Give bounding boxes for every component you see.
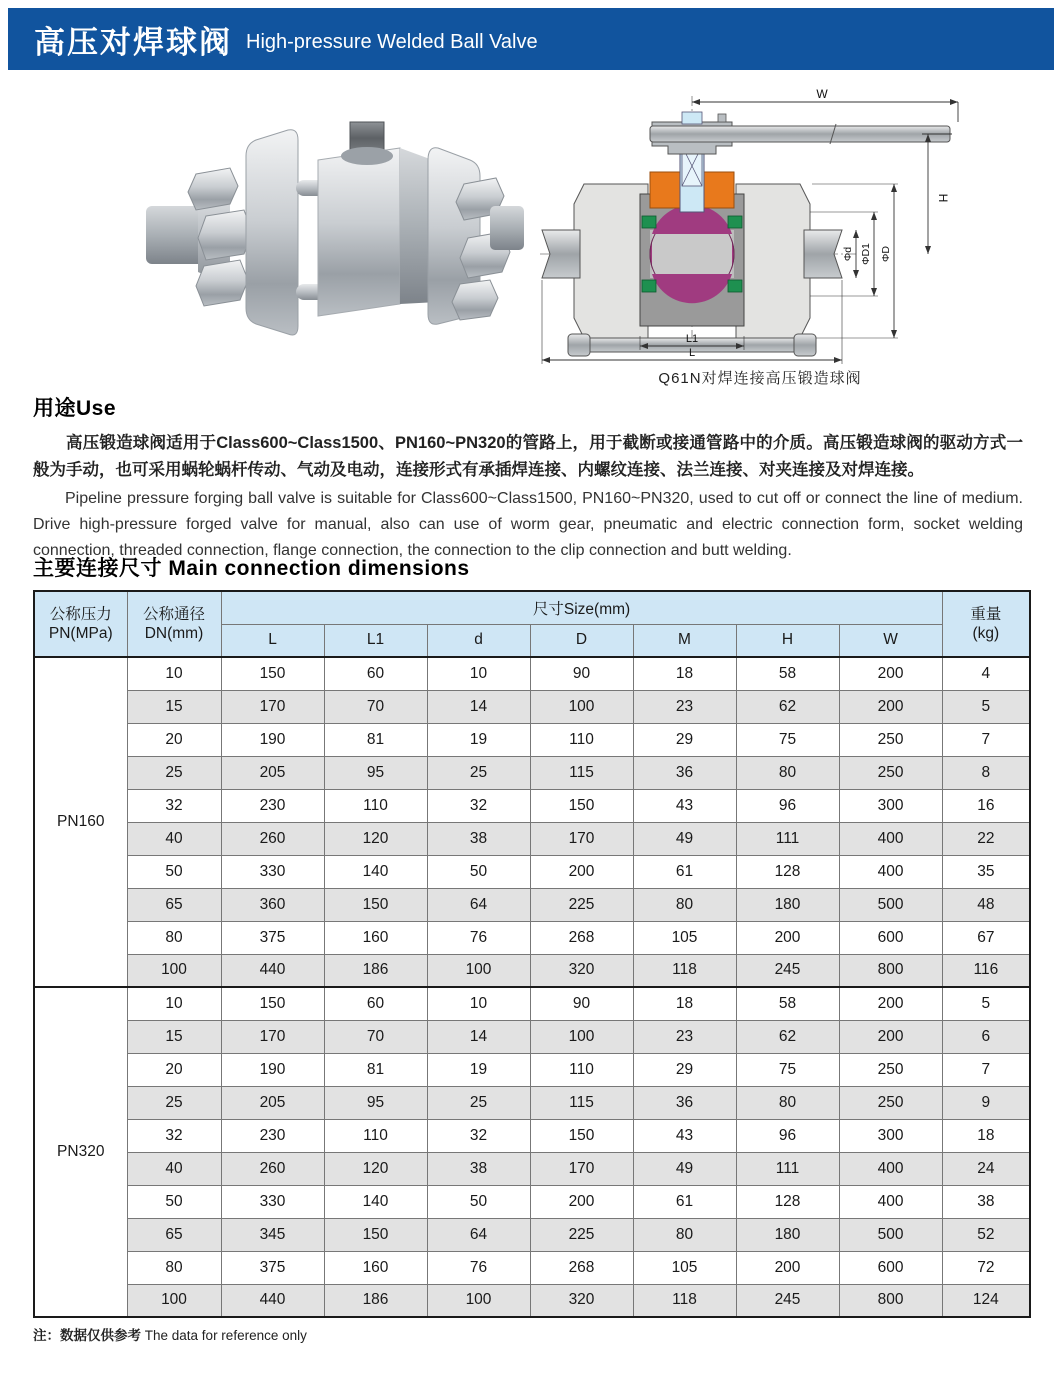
table-row — [34, 1185, 1030, 1218]
table-row — [34, 1152, 1030, 1185]
dimension-value-cell: 320 — [530, 954, 633, 987]
dimension-value-cell: 180 — [736, 888, 839, 921]
table-row — [34, 1218, 1030, 1251]
dimension-value-cell: 170 — [530, 1152, 633, 1185]
dimension-value-cell: 225 — [530, 888, 633, 921]
dimension-value-cell: 4 — [942, 657, 1030, 690]
dimension-value-cell: 205 — [221, 1086, 324, 1119]
table-row — [34, 987, 1030, 1020]
dimension-value-cell: 300 — [839, 789, 942, 822]
dimension-value-cell: 23 — [633, 690, 736, 723]
dimension-value-cell: 18 — [942, 1119, 1030, 1152]
dimension-value-cell: 58 — [736, 987, 839, 1020]
dimension-value-cell: 22 — [942, 822, 1030, 855]
dimension-value-cell: 400 — [839, 1185, 942, 1218]
dimension-value-cell: 61 — [633, 1185, 736, 1218]
dimension-value-cell: 180 — [736, 1218, 839, 1251]
page-title-en: High-pressure Welded Ball Valve — [246, 30, 538, 53]
dimension-value-cell: 115 — [530, 1086, 633, 1119]
valve-photo — [138, 88, 530, 376]
page-title-bar — [8, 8, 1054, 70]
dimension-value-cell: 140 — [324, 855, 427, 888]
dimension-value-cell: 300 — [839, 1119, 942, 1152]
dimension-value-cell: 10 — [427, 987, 530, 1020]
col-header-d: d — [427, 624, 530, 657]
dimension-value-cell: 400 — [839, 1152, 942, 1185]
dimension-value-cell: 260 — [221, 1152, 324, 1185]
dimensions-heading: 主要连接尺寸 Main connection dimensions — [33, 557, 470, 580]
dimension-value-cell: 9 — [942, 1086, 1030, 1119]
dimension-value-cell: 200 — [736, 1251, 839, 1284]
dimension-value-cell: 96 — [736, 1119, 839, 1152]
dimension-value-cell: 200 — [530, 1185, 633, 1218]
dn-value-cell: 50 — [127, 855, 221, 888]
dimension-value-cell: 60 — [324, 657, 427, 690]
dimension-value-cell: 105 — [633, 1251, 736, 1284]
dimension-value-cell: 600 — [839, 921, 942, 954]
dimension-value-cell: 500 — [839, 888, 942, 921]
footnote — [33, 1324, 1023, 1344]
dimension-value-cell: 268 — [530, 1251, 633, 1284]
dimension-value-cell: 100 — [427, 1284, 530, 1317]
dimension-value-cell: 75 — [736, 1053, 839, 1086]
dimension-value-cell: 90 — [530, 987, 633, 1020]
dimension-value-cell: 50 — [427, 1185, 530, 1218]
dimension-value-cell: 225 — [530, 1218, 633, 1251]
dimension-value-cell: 81 — [324, 1053, 427, 1086]
table-row — [34, 690, 1030, 723]
dimension-value-cell: 110 — [530, 1053, 633, 1086]
dimension-value-cell: 95 — [324, 1086, 427, 1119]
dimension-value-cell: 23 — [633, 1020, 736, 1053]
dimension-value-cell: 128 — [736, 1185, 839, 1218]
dimension-value-cell: 111 — [736, 1152, 839, 1185]
dimension-value-cell: 250 — [839, 1053, 942, 1086]
dimension-value-cell: 250 — [839, 756, 942, 789]
use-heading: 用途Use — [33, 397, 117, 420]
col-header-w: W — [839, 624, 942, 657]
dimension-value-cell: 72 — [942, 1251, 1030, 1284]
dimension-value-cell: 50 — [427, 855, 530, 888]
dimension-value-cell: 375 — [221, 921, 324, 954]
dimension-value-cell: 100 — [427, 954, 530, 987]
dimension-value-cell: 118 — [633, 954, 736, 987]
dn-value-cell: 100 — [127, 954, 221, 987]
dimension-value-cell: 150 — [324, 888, 427, 921]
dn-value-cell: 15 — [127, 1020, 221, 1053]
col-header-dn — [127, 591, 221, 657]
dimension-value-cell: 19 — [427, 723, 530, 756]
dimension-value-cell: 14 — [427, 690, 530, 723]
dimension-value-cell: 150 — [324, 1218, 427, 1251]
dimension-value-cell: 160 — [324, 1251, 427, 1284]
dim-label-l1: L1 — [685, 333, 699, 345]
dimension-value-cell: 170 — [221, 690, 324, 723]
use-paragraph-en: Pipeline pressure forging ball valve is suitable for Class600~Class1500, PN160~PN320, used to cut off or connect the line of medium. Drive high-pressure forged valve for manual, also can use of worm gear, pneumatic and electric connection form, socket welding connection, threaded connection, flange connection, the connection to the clip connection and butt welding. — [33, 490, 1023, 559]
table-row — [34, 1284, 1030, 1317]
dimension-value-cell: 110 — [530, 723, 633, 756]
table-row — [34, 756, 1030, 789]
dimension-value-cell: 186 — [324, 954, 427, 987]
dimension-value-cell: 150 — [221, 657, 324, 690]
dimension-value-cell: 100 — [530, 690, 633, 723]
dimension-value-cell: 500 — [839, 1218, 942, 1251]
dimension-value-cell: 124 — [942, 1284, 1030, 1317]
dimension-value-cell: 75 — [736, 723, 839, 756]
dimension-value-cell: 80 — [633, 888, 736, 921]
dn-value-cell: 10 — [127, 657, 221, 690]
dimension-value-cell: 200 — [736, 921, 839, 954]
table-row — [34, 954, 1030, 987]
dim-label-h: H — [936, 193, 950, 203]
dimension-value-cell: 111 — [736, 822, 839, 855]
dim-label-w: W — [816, 88, 828, 101]
dimension-value-cell: 6 — [942, 1020, 1030, 1053]
dim-label-l: L — [688, 347, 696, 359]
dimension-value-cell: 400 — [839, 822, 942, 855]
dimension-value-cell: 62 — [736, 1020, 839, 1053]
table-row — [34, 657, 1030, 690]
dimension-value-cell: 186 — [324, 1284, 427, 1317]
dimension-value-cell: 81 — [324, 723, 427, 756]
dim-label-phi-D: ΦD — [880, 246, 892, 262]
table-row — [34, 822, 1030, 855]
dn-value-cell: 65 — [127, 888, 221, 921]
dimension-value-cell: 38 — [427, 822, 530, 855]
dimension-value-cell: 49 — [633, 822, 736, 855]
dimension-value-cell: 52 — [942, 1218, 1030, 1251]
col-header-m: M — [633, 624, 736, 657]
dimension-value-cell: 330 — [221, 855, 324, 888]
dimension-value-cell: 64 — [427, 1218, 530, 1251]
table-row — [34, 855, 1030, 888]
dimension-value-cell: 440 — [221, 1284, 324, 1317]
dimension-value-cell: 76 — [427, 921, 530, 954]
dim-label-phi-d1: ΦD1 — [860, 243, 872, 265]
dn-value-cell: 32 — [127, 1119, 221, 1152]
dimension-value-cell: 96 — [736, 789, 839, 822]
table-row — [34, 1251, 1030, 1284]
dimension-value-cell: 160 — [324, 921, 427, 954]
dimension-value-cell: 800 — [839, 1284, 942, 1317]
dn-value-cell: 40 — [127, 1152, 221, 1185]
dimension-value-cell: 320 — [530, 1284, 633, 1317]
dn-value-cell: 100 — [127, 1284, 221, 1317]
dimension-value-cell: 116 — [942, 954, 1030, 987]
dimension-value-cell: 250 — [839, 723, 942, 756]
col-header-dn-cn: 公称通径 — [142, 605, 205, 623]
dimension-value-cell: 600 — [839, 1251, 942, 1284]
col-header-weight-cn: 重量 — [970, 605, 1002, 623]
col-header-d: D — [530, 624, 633, 657]
dimension-value-cell: 29 — [633, 723, 736, 756]
dimension-value-cell: 48 — [942, 888, 1030, 921]
dimension-value-cell: 64 — [427, 888, 530, 921]
table-row — [34, 789, 1030, 822]
dimension-value-cell: 95 — [324, 756, 427, 789]
dimension-value-cell: 29 — [633, 1053, 736, 1086]
table-row — [34, 888, 1030, 921]
footnote-cn: 注：数据仅供参考 — [33, 1328, 141, 1343]
col-header-l1: L1 — [324, 624, 427, 657]
pn-group-label: PN320 — [34, 987, 127, 1317]
use-section — [33, 392, 1023, 563]
table-header — [34, 591, 1030, 657]
dn-value-cell: 40 — [127, 822, 221, 855]
dimension-value-cell: 100 — [530, 1020, 633, 1053]
diagram-caption: Q61N对焊连接高压锻造球阀 — [658, 370, 862, 387]
col-header-l: L — [221, 624, 324, 657]
dimension-value-cell: 32 — [427, 1119, 530, 1152]
dimension-value-cell: 67 — [942, 921, 1030, 954]
valve-diagram-svg — [540, 88, 980, 370]
dimension-value-cell: 80 — [633, 1218, 736, 1251]
col-header-pn-cn: 公称压力 — [49, 605, 112, 623]
dimension-value-cell: 140 — [324, 1185, 427, 1218]
dn-value-cell: 10 — [127, 987, 221, 1020]
dimension-value-cell: 440 — [221, 954, 324, 987]
valve-section-diagram — [540, 88, 980, 388]
dimension-value-cell: 120 — [324, 1152, 427, 1185]
dimension-value-cell: 24 — [942, 1152, 1030, 1185]
table-row — [34, 1119, 1030, 1152]
dimension-value-cell: 245 — [736, 954, 839, 987]
footnote-en: The data for reference only — [144, 1328, 307, 1343]
dimension-value-cell: 16 — [942, 789, 1030, 822]
dimension-value-cell: 150 — [221, 987, 324, 1020]
dn-value-cell: 80 — [127, 921, 221, 954]
dimension-value-cell: 245 — [736, 1284, 839, 1317]
dimension-value-cell: 32 — [427, 789, 530, 822]
dimension-value-cell: 19 — [427, 1053, 530, 1086]
dimension-value-cell: 8 — [942, 756, 1030, 789]
dimension-value-cell: 25 — [427, 1086, 530, 1119]
dimension-value-cell: 200 — [839, 690, 942, 723]
use-paragraph-cn: 高压锻造球阀适用于Class600~Class1500、PN160~PN320的管路上，用于截断或接通管路中的介质。高压锻造球阀的驱动方式一般为手动，也可采用蜗轮蜗杆传动、气动及电动，连接形式有承插焊连接、内螺纹连接、法兰连接、对夹连接及对焊连接。 — [33, 434, 1023, 480]
dimension-value-cell: 80 — [736, 756, 839, 789]
dimension-value-cell: 18 — [633, 987, 736, 1020]
table-row — [34, 1086, 1030, 1119]
dimension-value-cell: 170 — [530, 822, 633, 855]
page-title-cn: 高压对焊球阀 — [34, 24, 232, 60]
dimension-value-cell: 375 — [221, 1251, 324, 1284]
dimension-value-cell: 150 — [530, 1119, 633, 1152]
dimension-value-cell: 105 — [633, 921, 736, 954]
dimension-value-cell: 49 — [633, 1152, 736, 1185]
dn-value-cell: 80 — [127, 1251, 221, 1284]
dimension-value-cell: 70 — [324, 690, 427, 723]
dimension-value-cell: 118 — [633, 1284, 736, 1317]
dimension-value-cell: 43 — [633, 789, 736, 822]
dimension-value-cell: 18 — [633, 657, 736, 690]
dimension-value-cell: 62 — [736, 690, 839, 723]
dimension-value-cell: 200 — [530, 855, 633, 888]
table-row — [34, 921, 1030, 954]
dimension-value-cell: 150 — [530, 789, 633, 822]
dimension-value-cell: 128 — [736, 855, 839, 888]
dimension-value-cell: 260 — [221, 822, 324, 855]
dn-value-cell: 20 — [127, 723, 221, 756]
dimension-value-cell: 7 — [942, 723, 1030, 756]
dimension-value-cell: 76 — [427, 1251, 530, 1284]
dimension-value-cell: 25 — [427, 756, 530, 789]
dn-value-cell: 20 — [127, 1053, 221, 1086]
dimension-value-cell: 120 — [324, 822, 427, 855]
dimension-value-cell: 268 — [530, 921, 633, 954]
dimension-value-cell: 43 — [633, 1119, 736, 1152]
dimension-value-cell: 7 — [942, 1053, 1030, 1086]
pn-group-label: PN160 — [34, 657, 127, 987]
dimension-value-cell: 230 — [221, 1119, 324, 1152]
col-header-weight — [942, 591, 1030, 657]
table-row — [34, 1053, 1030, 1086]
dn-value-cell: 15 — [127, 690, 221, 723]
dimension-value-cell: 35 — [942, 855, 1030, 888]
dimension-value-cell: 10 — [427, 657, 530, 690]
valve-photo-svg — [138, 88, 530, 376]
dimension-value-cell: 190 — [221, 723, 324, 756]
dimension-value-cell: 14 — [427, 1020, 530, 1053]
dimension-value-cell: 345 — [221, 1218, 324, 1251]
dimension-value-cell: 205 — [221, 756, 324, 789]
dimension-value-cell: 110 — [324, 789, 427, 822]
col-header-weight-unit: (kg) — [972, 625, 1000, 642]
table-row — [34, 723, 1030, 756]
dn-value-cell: 25 — [127, 1086, 221, 1119]
dimension-value-cell: 200 — [839, 657, 942, 690]
figures-row — [33, 88, 1021, 388]
dn-value-cell: 25 — [127, 756, 221, 789]
dimension-value-cell: 800 — [839, 954, 942, 987]
dimension-value-cell: 200 — [839, 1020, 942, 1053]
dimension-value-cell: 5 — [942, 987, 1030, 1020]
dimension-value-cell: 400 — [839, 855, 942, 888]
col-header-h: H — [736, 624, 839, 657]
dimension-value-cell: 80 — [736, 1086, 839, 1119]
dimension-value-cell: 61 — [633, 855, 736, 888]
dimension-value-cell: 58 — [736, 657, 839, 690]
dimension-value-cell: 250 — [839, 1086, 942, 1119]
dn-value-cell: 32 — [127, 789, 221, 822]
dimensions-table — [33, 590, 1031, 1318]
dimension-value-cell: 36 — [633, 1086, 736, 1119]
dimension-value-cell: 360 — [221, 888, 324, 921]
dimensions-table-body — [34, 657, 1030, 1317]
dim-label-phi-d: Φd — [842, 246, 854, 262]
dimension-value-cell: 190 — [221, 1053, 324, 1086]
col-header-pn-unit: PN(MPa) — [48, 625, 113, 642]
dimension-value-cell: 38 — [942, 1185, 1030, 1218]
dimension-value-cell: 38 — [427, 1152, 530, 1185]
dimension-value-cell: 90 — [530, 657, 633, 690]
dn-value-cell: 65 — [127, 1218, 221, 1251]
dimension-value-cell: 36 — [633, 756, 736, 789]
dn-value-cell: 50 — [127, 1185, 221, 1218]
dimension-value-cell: 200 — [839, 987, 942, 1020]
col-header-pn — [34, 591, 127, 657]
dimension-value-cell: 5 — [942, 690, 1030, 723]
dimension-value-cell: 60 — [324, 987, 427, 1020]
dimension-value-cell: 170 — [221, 1020, 324, 1053]
dimension-value-cell: 330 — [221, 1185, 324, 1218]
dimension-value-cell: 230 — [221, 789, 324, 822]
dimension-value-cell: 70 — [324, 1020, 427, 1053]
table-row — [34, 1020, 1030, 1053]
col-header-size-group: 尺寸Size(mm) — [221, 591, 942, 624]
col-header-dn-unit: DN(mm) — [144, 625, 204, 642]
dimension-value-cell: 115 — [530, 756, 633, 789]
dimension-value-cell: 110 — [324, 1119, 427, 1152]
dimensions-section — [33, 552, 1023, 1344]
